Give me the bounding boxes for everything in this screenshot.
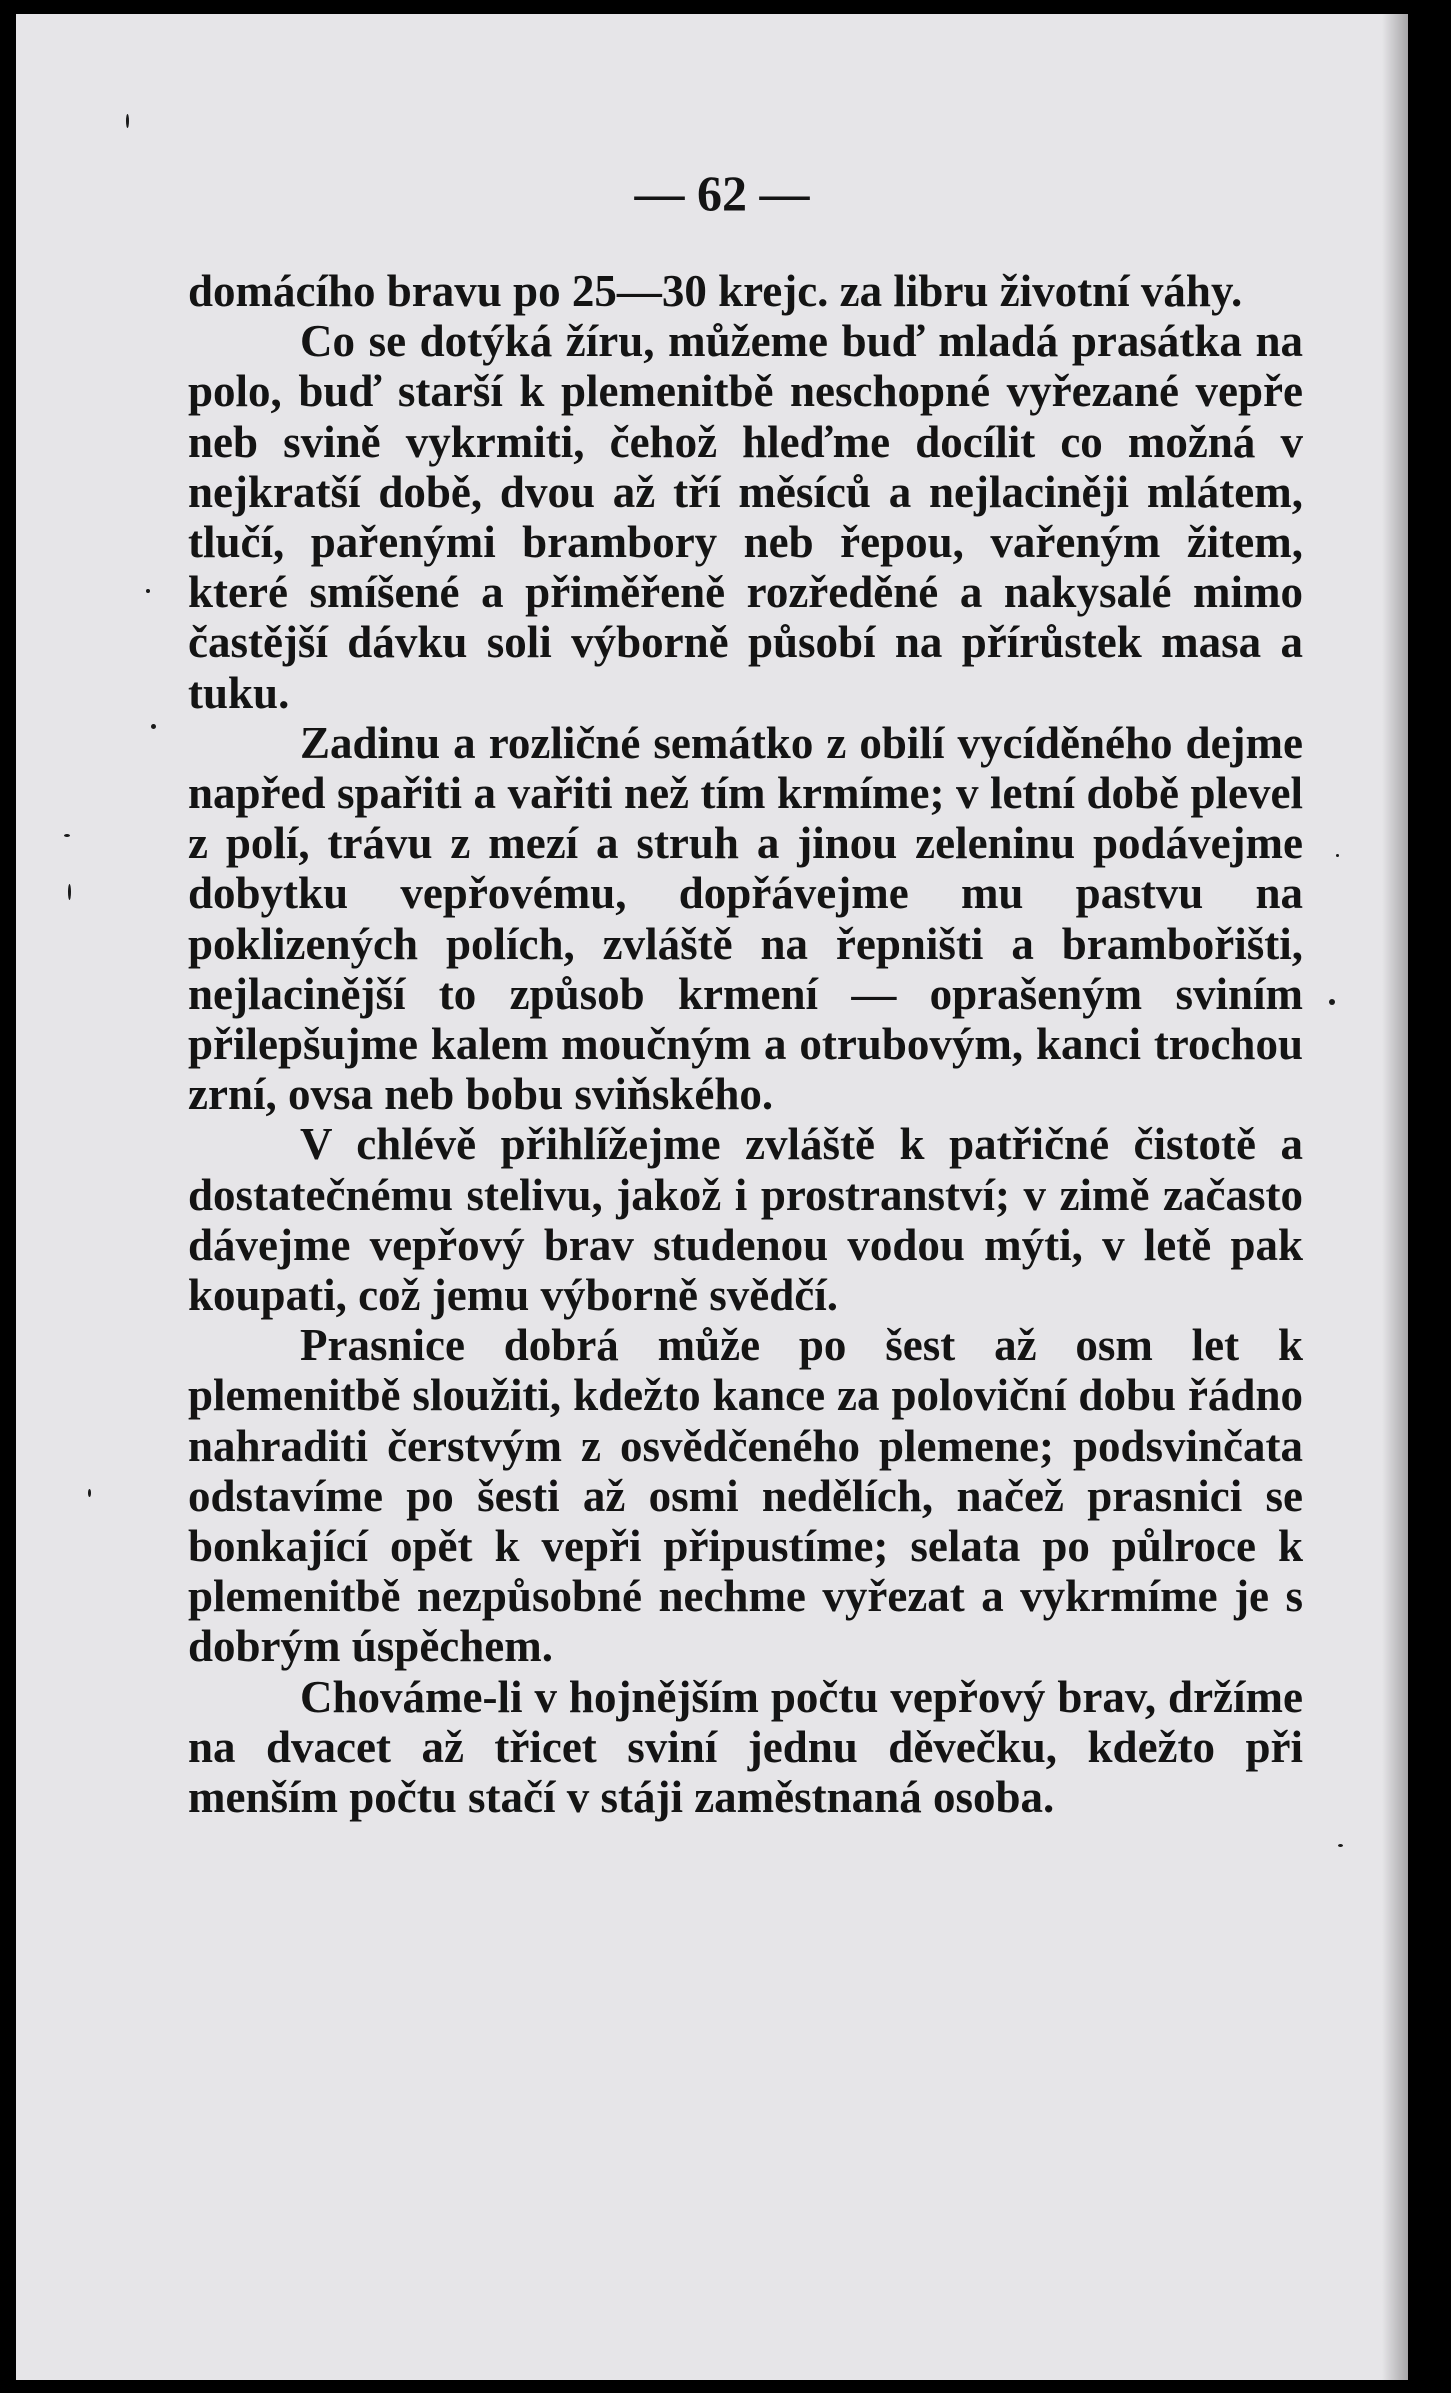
scan-speck (146, 589, 150, 593)
scan-speck (1336, 854, 1339, 857)
paragraph-3: Zadinu a rozličné semátko z obilí vycíděného dejme napřed spařiti a vařiti než tím krmíme; v letní době plevel z polí, trávu z mezí a struh a jinou zeleninu podávejme dobytku vepřovému, dopřávejme mu pastvu na poklizených polích, zvláště na řepništi a brambořišti, nejlacinější to způsob krmení — oprašeným sviním přilepšujme kalem moučným a otrubovým, kanci trochou zrní, ovsa neb bobu sviňského. (188, 717, 1303, 1120)
paragraph-6: Chováme-li v hojnějším počtu vepřový brav, držíme na dvacet až třicet sviní jednu děvečku, kdežto při menším počtu stačí v stáji zaměstnaná osoba. (188, 1671, 1303, 1823)
scanned-page (16, 14, 1408, 2380)
scan-speck (88, 1489, 91, 1497)
scan-speck (68, 884, 71, 900)
scan-speck (151, 724, 156, 729)
paragraph-4: V chlévě přihlížejme zvláště k patřičné čistotě a dostatečnému stelivu, jakož i prostranství; v zimě začasto dávejme vepřový brav studenou vodou mýti, v letě pak koupati, což jemu výborně svědčí. (188, 1119, 1303, 1321)
page-number: — 62 — (634, 165, 810, 221)
paragraph-5: Prasnice dobrá může po šest až osm let k plemenitbě sloužiti, kdežto kance za poloviční dobu řádno nahraditi čerstvým z osvědčeného plemene; podsvinčata odstavíme po šesti až osmi nedělích, načež prasnici se bonkající opět k vepři připustíme; selata po půlroce k plemenitbě nezpůsobné nechme vyřezat a vykrmíme je s dobrým úspěchem. (188, 1320, 1303, 1672)
scan-speck (1329, 999, 1335, 1005)
scan-speck (126, 114, 129, 128)
body-text (188, 266, 1303, 1822)
paragraph-2: Co se dotýká žíru, můžeme buď mladá prasátka na polo, buď starší k plemenitbě neschopné vyřezané vepře neb svině vykrmiti, čehož hleďme docílit co možná v nejkratší době, dvou až tří měsíců a nejlaciněji mlátem, tlučí, pařenými brambory neb řepou, vařeným žitem, které smíšené a přiměřeně rozředěné a nakysalé mimo častější dávku soli výborně působí na přírůstek masa a tuku. (188, 316, 1303, 718)
paragraph-1: domácího bravu po 25—30 krejc. za libru životní váhy. (188, 266, 1243, 316)
page-edge-shadow (1382, 14, 1408, 2380)
scan-speck (64, 834, 70, 837)
scan-speck (1338, 1844, 1343, 1847)
